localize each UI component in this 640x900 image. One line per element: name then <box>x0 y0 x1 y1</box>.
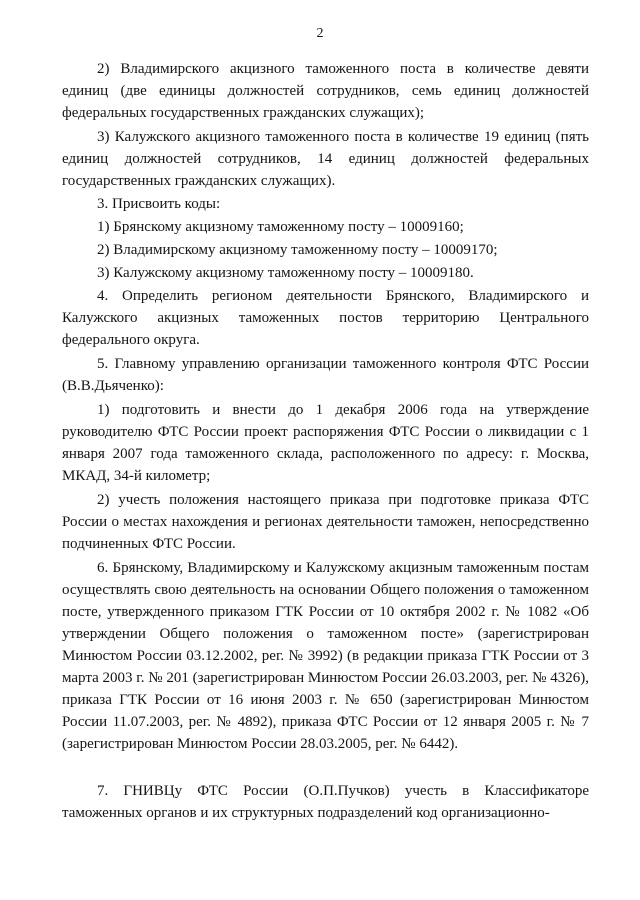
paragraph-region: 4. Определить регионом деятельности Брянского, Владимирского и Калужского акцизных таможенных постов территорию Центрального федерального округа. <box>62 288 589 348</box>
paragraph-code-bryansk: 1) Брянскому акцизному таможенному посту – 10009160; <box>97 219 464 235</box>
paragraph-prepare-order: 1) подготовить и внести до 1 декабря 2006 года на утверждение руководителю ФТС России проект распоряжения ФТС России о ликвидации с 1 января 2007 года таможенного склада, расположенного по адресу: г. Москва, МКАД, 34-й километр; <box>62 402 589 484</box>
paragraph-kaluga-staff: 3) Калужского акцизного таможенного поста в количестве 19 единиц (пять единиц должностей сотрудников, 14 единиц должностей федеральных государственных гражданских служащих). <box>62 129 589 189</box>
paragraph-code-vladimir: 2) Владимирскому акцизному таможенному посту – 10009170; <box>97 242 498 258</box>
paragraph-consider-provisions: 2) учесть положения настоящего приказа при подготовке приказа ФТС России о местах нахождения и регионах деятельности таможен, непосредственно подчиненных ФТС России. <box>62 492 589 552</box>
paragraph-gnivc: 7. ГНИВЦу ФТС России (О.П.Пучков) учесть в Классификаторе таможенных органов и их структурных подразделений код организационно- <box>62 783 589 821</box>
page-number: 2 <box>316 26 324 41</box>
paragraph-main-directorate: 5. Главному управлению организации таможенного контроля ФТС России (В.В.Дьяченко): <box>62 356 589 394</box>
paragraph-vladimir-staff: 2) Владимирского акцизного таможенного поста в количестве девяти единиц (две единицы должностей сотрудников, семь единиц должностей федеральных государственных гражданских служащих); <box>62 61 589 121</box>
paragraph-assign-codes: 3. Присвоить коды: <box>97 196 221 212</box>
paragraph-code-kaluga: 3) Калужскому акцизному таможенному посту – 10009180. <box>97 265 474 281</box>
paragraph-posts-activity: 6. Брянскому, Владимирскому и Калужскому акцизным таможенным постам осуществлять свою деятельность на основании Общего положения о таможенном посте, утвержденного приказом ГТК России от 10 октября 2002 г. № 1082 «Об утверждении Общего положения о таможенном посте» (зарегистрирован Минюстом России 03.12.2002, рег. № 3992) (в редакции приказа ГТК России от 3 марта 2003 г. № 201 (зарегистрирован Минюстом России 26.03.2003, рег. № 4326), приказа ГТК России от 16 июня 2003 г. № 650 (зарегистрирован Минюстом России 11.07.2003, рег. № 4892), приказа ФТС России от 12 января 2005 г. № 7 (зарегистрирован Минюстом России 28.03.2005, рег. № 6442). <box>62 560 589 752</box>
